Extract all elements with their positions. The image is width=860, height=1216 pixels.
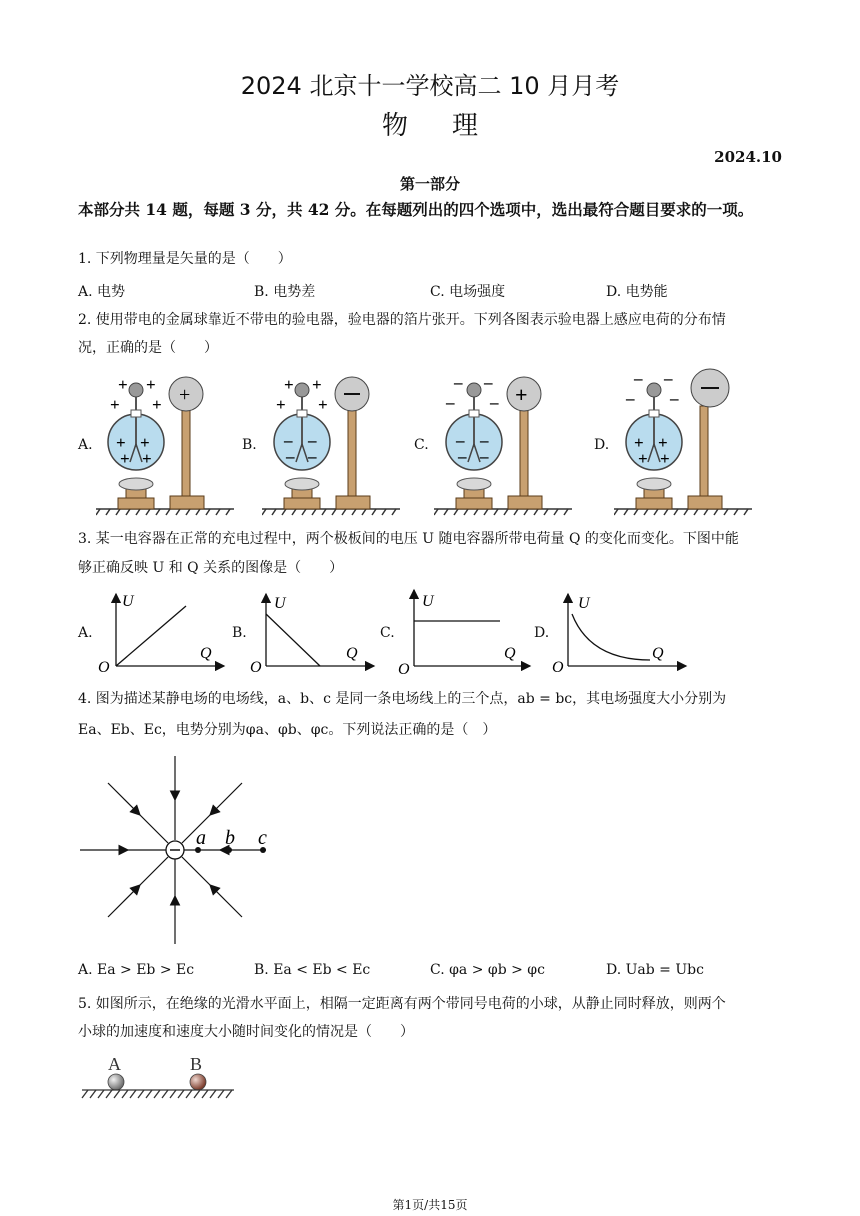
graph-a <box>96 590 226 674</box>
q4-option-b: B. Ea < Eb < Ec <box>254 962 371 978</box>
svg-text:+: + <box>140 433 150 452</box>
q2-label-a: A. <box>78 437 93 453</box>
svg-text:Q: Q <box>346 645 358 662</box>
q2-label-d: D. <box>594 437 610 453</box>
point-c-label: c <box>258 827 267 849</box>
q4-option-c: C. φa > φb > φc <box>430 962 545 978</box>
q1-stem: 1. 下列物理量是矢量的是（ ） <box>78 251 292 267</box>
svg-text:+: + <box>284 375 294 394</box>
q1-option-d: D. 电势能 <box>606 284 668 300</box>
q5-stem-line1: 5. 如图所示，在绝缘的光滑水平面上，相隔一定距离有两个带同号电荷的小球，从静止同时释放，则两个 <box>78 996 726 1012</box>
q3-label-d: D. <box>534 625 550 641</box>
q1-option-c: C. 电场强度 <box>430 284 506 300</box>
svg-text:U: U <box>274 595 286 612</box>
svg-text:+: + <box>118 375 128 394</box>
q1-option-b: B. 电势差 <box>254 284 316 300</box>
svg-text:–: – <box>308 447 317 466</box>
q3-label-c: C. <box>380 625 395 641</box>
svg-text:–: – <box>670 389 679 408</box>
svg-text:+: + <box>110 395 120 414</box>
svg-text:–: – <box>308 431 317 450</box>
svg-text:+: + <box>152 395 162 414</box>
graph-a-x-label: Q <box>200 645 212 662</box>
svg-text:+: + <box>660 449 670 468</box>
graph-c <box>396 586 532 676</box>
svg-text:Q: Q <box>652 645 664 662</box>
exam-date: 2024.10 <box>714 148 782 166</box>
electroscope-figure-c <box>434 372 574 516</box>
svg-text:–: – <box>634 369 643 388</box>
svg-text:–: – <box>480 447 489 466</box>
svg-text:+: + <box>116 433 126 452</box>
svg-text:+: + <box>634 433 644 452</box>
point-a-label: a <box>196 827 206 849</box>
two-balls-figure <box>80 1052 240 1104</box>
svg-text:+: + <box>276 395 286 414</box>
instructions: 本部分共 14 题，每题 3 分，共 42 分。在每题列出的四个选项中，选出最符合题目要求的一项。 <box>78 200 754 219</box>
graph-a-origin: O <box>98 659 110 674</box>
q4-option-d: D. Uab = Ubc <box>606 962 704 978</box>
page-footer: 第1页/共15页 <box>392 1198 468 1212</box>
q2-stem-line1: 2. 使用带电的金属球靠近不带电的验电器，验电器的箔片张开。下列各图表示验电器上感应电荷的分布情 <box>78 312 726 328</box>
point-b-label: b <box>225 827 235 849</box>
electroscope-figure-a <box>96 372 236 516</box>
svg-text:+: + <box>179 384 191 406</box>
graph-d <box>552 590 688 674</box>
svg-text:–: – <box>446 393 455 412</box>
q3-stem-line1: 3. 某一电容器在正常的充电过程中，两个极板间的电压 U 随电容器所带电荷量 Q 的变化而变化。下图中能 <box>78 531 739 547</box>
svg-text:+: + <box>638 449 648 468</box>
electroscope-figure-d <box>614 368 754 516</box>
svg-text:+: + <box>120 449 130 468</box>
field-lines-figure <box>80 756 280 946</box>
svg-text:–: – <box>664 369 673 388</box>
svg-text:–: – <box>284 431 293 450</box>
svg-text:Q: Q <box>504 645 516 662</box>
q5-stem-line2: 小球的加速度和速度大小随时间变化的情况是（ ） <box>78 1024 414 1040</box>
svg-text:O: O <box>250 659 262 674</box>
svg-text:+: + <box>312 375 322 394</box>
q3-label-a: A. <box>78 625 93 641</box>
subject-title: 物理 <box>381 111 522 141</box>
svg-text:–: – <box>626 389 635 408</box>
svg-text:O: O <box>398 661 410 676</box>
graph-b <box>250 590 380 674</box>
part-heading: 第一部分 <box>399 175 460 193</box>
svg-text:+: + <box>146 375 156 394</box>
exam-title: 2024 北京十一学校高二 10 月月考 <box>240 72 620 100</box>
q3-stem-line2: 够正确反映 U 和 Q 关系的图像是（ ） <box>78 560 344 576</box>
svg-text:–: – <box>480 431 489 450</box>
ball-b-label: B <box>190 1054 203 1074</box>
q4-stem-line2: Ea、Eb、Ec，电势分别为φa、φb、φc。下列说法正确的是（ ） <box>78 722 497 738</box>
q1-option-a: A. 电势 <box>78 284 126 300</box>
svg-text:U: U <box>578 595 590 612</box>
q4-stem-line1: 4. 图为描述某静电场的电场线，a、b、c 是同一条电场线上的三个点，ab = bc，其电场强度大小分别为 <box>78 691 727 707</box>
ball-a-label: A <box>108 1054 121 1074</box>
svg-text:–: – <box>456 431 465 450</box>
q3-label-b: B. <box>232 625 247 641</box>
svg-text:–: – <box>458 447 467 466</box>
electroscope-figure-b <box>262 372 402 516</box>
q2-label-b: B. <box>242 437 257 453</box>
q4-option-a: A. Ea > Eb > Ec <box>78 962 195 978</box>
svg-text:U: U <box>422 593 434 610</box>
svg-text:–: – <box>286 447 295 466</box>
graph-a-y-label: U <box>122 593 134 610</box>
svg-text:+: + <box>658 433 668 452</box>
svg-text:+: + <box>318 395 328 414</box>
q2-stem-line2: 况，正确的是（ ） <box>78 340 218 356</box>
q2-label-c: C. <box>414 437 429 453</box>
svg-text:+: + <box>515 382 528 407</box>
svg-text:–: – <box>490 393 499 412</box>
svg-text:–: – <box>454 373 463 392</box>
svg-text:+: + <box>142 449 152 468</box>
svg-text:–: – <box>484 373 493 392</box>
svg-text:O: O <box>552 659 564 674</box>
